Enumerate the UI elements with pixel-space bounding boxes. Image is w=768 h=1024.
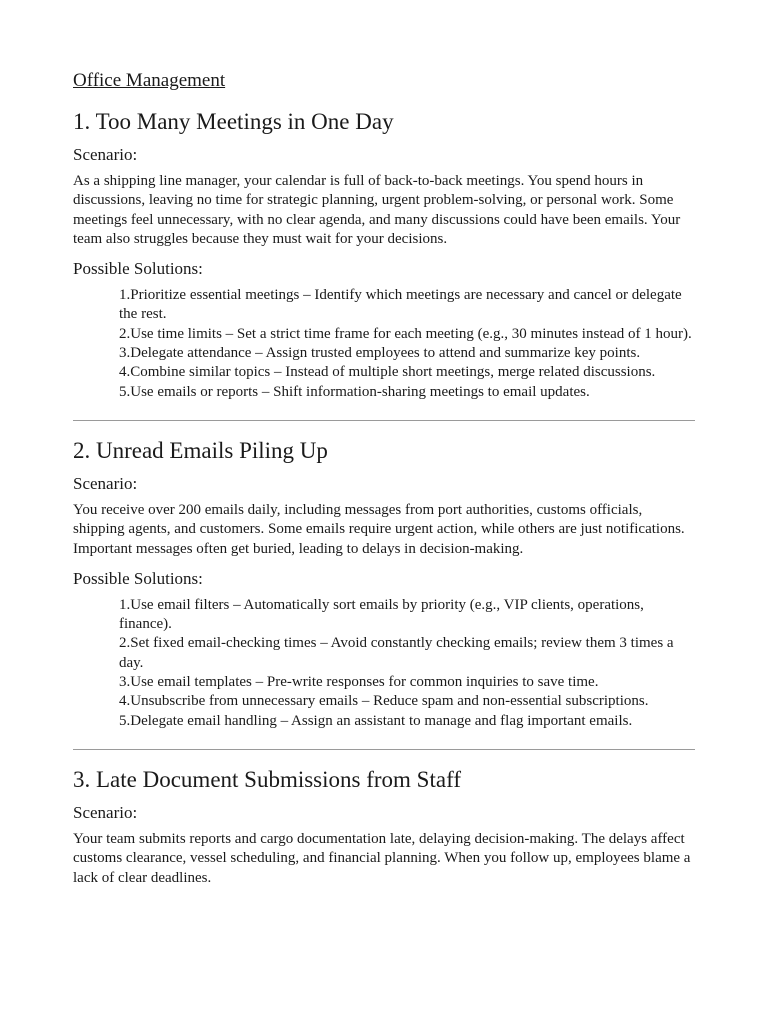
solution-item: 2.Set fixed email-checking times – Avoid constantly checking emails; review them 3 times a day.	[119, 635, 674, 671]
scenario-text: You receive over 200 emails daily, including messages from port authorities, customs officials, shipping agents, and customers. Some emails require urgent action, while others are just notifications. Important messages often get buried, leading to delays in decision-making.	[73, 501, 685, 557]
solution-item: 5.Delegate email handling – Assign an assistant to manage and flag important emails.	[119, 712, 633, 729]
section-divider	[73, 420, 695, 421]
solutions-label: Possible Solutions:	[73, 568, 203, 588]
section-heading: 1. Too Many Meetings in One Day	[73, 109, 394, 134]
solutions-list	[73, 596, 695, 731]
document-title: Office Management	[73, 70, 226, 91]
solutions-label: Possible Solutions:	[73, 259, 203, 279]
solution-item: 3.Use email templates – Pre-write responses for common inquiries to save time.	[119, 674, 599, 691]
solutions-list	[73, 286, 695, 402]
solution-item: 3.Delegate attendance – Assign trusted employees to attend and summarize key points.	[119, 345, 641, 362]
scenario-text: As a shipping line manager, your calendar is full of back-to-back meetings. You spend hours in discussions, leaving no time for strategic planning, urgent problem-solving, or personal work. Some meetings feel unnecessary, with no clear agenda, and many discussions could have been emails. Your team also struggles because they must wait for your decisions.	[73, 173, 681, 247]
solution-item: 5.Use emails or reports – Shift information-sharing meetings to email updates.	[119, 383, 590, 400]
section-unread-emails	[73, 437, 695, 731]
section-heading: 3. Late Document Submissions from Staff	[73, 766, 461, 792]
section-late-documents	[73, 766, 695, 888]
solution-item: 4.Unsubscribe from unnecessary emails – Reduce spam and non-essential subscriptions.	[119, 693, 649, 710]
section-divider	[73, 749, 695, 750]
scenario-label: Scenario:	[73, 145, 138, 164]
section-too-many-meetings	[73, 108, 695, 402]
solution-item: 2.Use time limits – Set a strict time frame for each meeting (e.g., 30 minutes instead of 1 hour).	[119, 325, 692, 342]
solution-item: 1.Prioritize essential meetings – Identify which meetings are necessary and cancel or delegate the rest.	[119, 287, 682, 323]
scenario-label: Scenario:	[73, 473, 138, 493]
solution-item: 4.Combine similar topics – Instead of multiple short meetings, merge related discussions.	[119, 364, 656, 381]
scenario-text: Your team submits reports and cargo documentation late, delaying decision-making. The delays affect customs clearance, vessel scheduling, and financial planning. When you follow up, employees blame a lack of clear deadlines.	[73, 830, 691, 886]
section-heading: 2. Unread Emails Piling Up	[73, 437, 328, 463]
scenario-label: Scenario:	[73, 802, 138, 822]
solution-item: 1.Use email filters – Automatically sort emails by priority (e.g., VIP clients, operations, finance).	[119, 596, 644, 633]
